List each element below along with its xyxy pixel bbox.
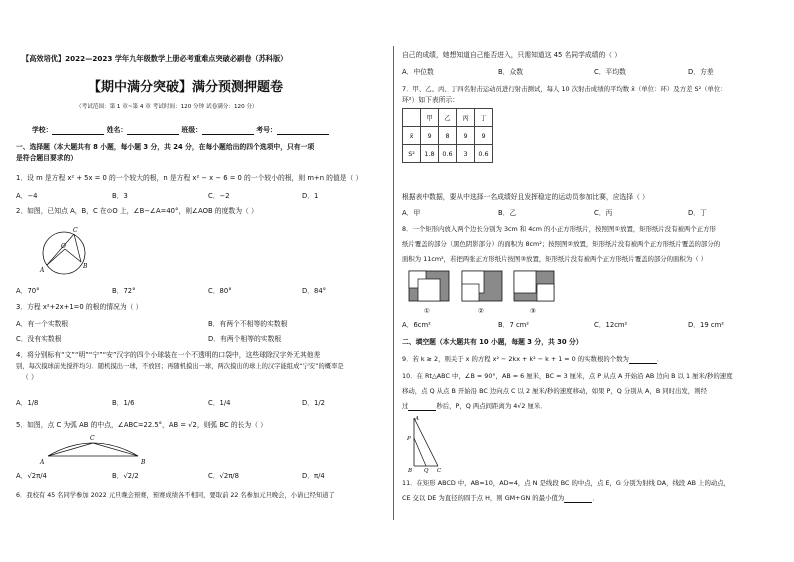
q6-stem-cont: 自己的成绩，她想知道自己能否进入，只需知道这 45 名同学成绩的（ ）	[402, 51, 622, 59]
q11-stem-line1: 11．在矩形 ABCD 中，AB=10，AD=4，点 N 是线段 BC 的中点，点 E，G 分别为射线 DA，线段 AB 上的动点，	[402, 479, 731, 487]
q10-label-c: C	[437, 468, 442, 474]
table-cell	[403, 109, 421, 127]
q2-stem: 2．如图，已知点 A，B，C 在⊙O 上，∠B−∠A=40°，则∠AOB 的度数为（ ）	[16, 207, 258, 215]
name-label: 姓名：	[106, 126, 128, 134]
q8-fig3-label: ③	[530, 307, 536, 315]
table-cell: 乙	[439, 109, 457, 127]
q3-option-d[interactable]: D．有两个相等的实数根	[208, 335, 282, 343]
q7-option-d[interactable]: D．丁	[688, 209, 707, 217]
q6-option-d[interactable]: D．方差	[688, 68, 714, 76]
q3-option-c[interactable]: C．没有实数根	[16, 335, 62, 343]
column-divider	[393, 46, 394, 520]
q10-stem-line3	[402, 402, 547, 411]
q1-option-b[interactable]: B．3	[112, 192, 128, 200]
q7-stem-line3: 根据表中数据，要从中选择一名成绩好且发挥稳定的运动员参加比赛，应选择（ ）	[402, 193, 649, 201]
exam-title: 【期中满分突破】满分预测押题卷	[88, 80, 284, 95]
q2-label-c: C	[73, 227, 78, 234]
q5-label-b: B	[141, 459, 146, 466]
q5-label-c: C	[90, 435, 95, 442]
q5-arc-figure	[38, 434, 148, 468]
q5-stem: 5．如图，点 C 为弧 AB 的中点，∠ABC=22.5°，AB = √2，则弧 BC 的长为（ ）	[16, 421, 267, 429]
section1-heading-2: 是符合题目要求的）	[16, 154, 78, 162]
q3-option-a[interactable]: A．有一个实数根	[16, 320, 69, 328]
q9-text: 9．若 k ≥ 2，则关于 x 的方程 x² − 2kx + k² − k + 1 = 0 的实数根的个数为	[402, 355, 629, 363]
school-blank[interactable]	[52, 127, 104, 135]
school-label: 学校：	[32, 126, 53, 134]
q8-fig2-label: ②	[478, 307, 484, 315]
table-cell: 0.6	[475, 145, 493, 163]
name-blank[interactable]	[127, 127, 179, 135]
q8-fig1-label: ①	[424, 307, 430, 315]
q2-circle-figure	[32, 225, 94, 281]
q1-option-a[interactable]: A．−4	[16, 192, 38, 200]
q6-stem: 6．我校有 45 名同学参加 2022 元旦晚会预赛，预赛成绩各不相同，要取前 22 名参加元旦晚会，小请已经知道了	[16, 492, 335, 499]
q7-option-a[interactable]: A．甲	[402, 209, 421, 217]
table-cell: 9	[421, 127, 439, 145]
q11-answer-blank[interactable]	[564, 495, 592, 503]
q4-option-c[interactable]: C．1/4	[208, 399, 231, 407]
exam-no-label: 考号：	[256, 126, 277, 134]
q7-score-table	[402, 108, 493, 163]
table-cell: S²	[403, 145, 421, 163]
q8-option-b[interactable]: B．7 cm²	[498, 321, 530, 329]
q11-text: CE 交以 DE 为直径的圆于点 H，则 GM+GN 的最小值为	[402, 494, 565, 502]
q2-option-c[interactable]: C．80°	[208, 287, 232, 295]
table-cell: 丁	[475, 109, 493, 127]
q8-option-a[interactable]: A．6cm²	[402, 321, 431, 329]
q5-label-a: A	[40, 459, 45, 466]
q9-answer-blank[interactable]	[629, 356, 657, 364]
q5-option-b[interactable]: B．√2/2	[112, 472, 139, 480]
q8-option-c[interactable]: C．12cm²	[594, 321, 628, 329]
right-column	[400, 0, 780, 562]
q2-option-d[interactable]: D．84°	[302, 287, 327, 295]
q7-stem-line2: 环²）如下表所示：	[402, 96, 460, 104]
q5-option-a[interactable]: A．√2π/4	[16, 472, 47, 480]
q5-option-c[interactable]: C．√2π/8	[208, 472, 239, 480]
exam-no-blank[interactable]	[277, 127, 329, 135]
q4-option-a[interactable]: A．1/8	[16, 399, 39, 407]
q6-option-b[interactable]: B．众数	[498, 68, 524, 76]
exam-info: （考试范围：第 1 章~第 4 章 考试时间：120 分钟 试卷满分：120 分）	[76, 104, 258, 110]
left-column	[14, 0, 386, 562]
table-row	[403, 109, 493, 127]
q8-stem-line1: 8．一个矩形内放入两个边长分别为 3cm 和 4cm 的小正方形纸片，按照图①放置，矩形纸片没有被两个正方形	[402, 225, 716, 233]
section1-heading: 一、选择题（本大题共有 8 小题，每小题 3 分，共 24 分，在每小题给出的四个选项中，只有一项	[16, 143, 315, 151]
q5-option-d[interactable]: D．π/4	[302, 472, 325, 480]
q10-stem-line2: 移动，点 Q 从点 B 开始沿 BC 边向点 C 以 2 厘米/秒的速度移动，如果 P，Q 分别从 A，B 同时出发，则经	[402, 387, 707, 395]
q10-label-q: Q	[424, 468, 429, 474]
q2-option-b[interactable]: B．72°	[112, 287, 136, 295]
q7-option-b[interactable]: B．乙	[498, 209, 517, 217]
q4-stem-line3: （ ）	[22, 373, 38, 381]
q8-rectangle-figures	[408, 270, 556, 318]
q4-stem-line1: 4．将分别标有“文”“明”“宁”“安”汉字的四个小球装在一个不透明的口袋中，这些球除汉字外无其他差	[16, 351, 321, 359]
q4-stem-line2: 别，每次摸球前先搅拌均匀．随机摸出一球，不放回；再随机摸出一球，两次摸出的球上的汉字能组成“宁安”的概率是	[16, 363, 344, 370]
table-cell: 1.8	[421, 145, 439, 163]
q2-label-o: O	[61, 243, 66, 250]
q6-option-c[interactable]: C．平均数	[594, 68, 626, 76]
table-cell: 9	[475, 127, 493, 145]
q10-label-a: A	[415, 416, 419, 422]
q11-stem-line2: CE 交以 DE 为直径的圆于点 H，则 GM+GN 的最小值为 ．	[402, 494, 599, 502]
table-row	[403, 145, 493, 163]
q10-text-b: 秒后，P，Q 两点间距离为 4√2 厘米．	[436, 402, 547, 410]
class-blank[interactable]	[202, 127, 254, 135]
table-cell: 甲	[421, 109, 439, 127]
table-cell: 8	[439, 127, 457, 145]
exam-header: 【高效培优】2022—2023 学年九年级数学上册必考重难点突破必刷卷（苏科版）	[22, 54, 288, 63]
class-label: 班级：	[181, 126, 202, 134]
section2-heading: 二、填空题（本大题共有 10 小题，每题 3 分，共 30 分）	[402, 338, 583, 346]
q2-option-a[interactable]: A．70°	[16, 287, 40, 295]
q4-option-d[interactable]: D．1/2	[302, 399, 325, 407]
q2-label-b: B	[83, 263, 88, 270]
q8-stem-line2: 纸片覆盖的部分（黑色阴影部分）的面积为 8cm²；按照图②放置，矩形纸片没有被两个正方形纸片覆盖的部分的	[402, 240, 721, 248]
q8-stem-line3: 面积为 11cm²，若把两张正方形纸片按图③放置，矩形纸片没有被两个正方形纸片覆盖的部分的面积为（ ）	[402, 255, 708, 263]
q10-text-a: 过	[402, 402, 409, 410]
q10-stem-line1: 10．在 Rt△ABC 中，∠B = 90°，AB = 6 厘米，BC = 3 厘米，点 P 从点 A 开始沿 AB 边向 B 以 1 厘米/秒的速度	[402, 372, 733, 380]
table-cell: 丙	[457, 109, 475, 127]
q1-stem: 1．设 m 是方程 x² + 5x = 0 的一个较大的根，n 是方程 x² − x − 6 = 0 的一个较小的根，则 m+n 的值是（ ）	[16, 174, 363, 182]
q3-option-b[interactable]: B．有两个不相等的实数根	[208, 320, 288, 328]
q10-triangle-figure	[406, 414, 446, 474]
table-cell: 0.6	[439, 145, 457, 163]
student-info-row	[32, 126, 329, 135]
q10-label-p: P	[407, 436, 411, 442]
q8-option-d[interactable]: D．19 cm²	[688, 321, 724, 329]
q6-option-a[interactable]: A．中位数	[402, 68, 434, 76]
q7-option-c[interactable]: C．丙	[594, 209, 613, 217]
table-row	[403, 127, 493, 145]
table-cell: 9	[457, 127, 475, 145]
table-cell: x̄	[403, 127, 421, 145]
table-cell: 3	[457, 145, 475, 163]
q1-option-d[interactable]: D．1	[302, 192, 319, 200]
q7-stem-line1: 7．甲、乙、丙、丁四名射击运动员进行射击测试，每人 10 次射击成绩的平均数 x̄（单位：环）及方差 S²（单位：	[402, 85, 727, 93]
q10-label-b: B	[408, 468, 413, 474]
q9-stem: 9．若 k ≥ 2，则关于 x 的方程 x² − 2kx + k² − k + 1 = 0 的实数根的个数为 ．	[402, 355, 664, 363]
q3-stem: 3．方程 x²+2x+1=0 的根的情况为（ ）	[16, 303, 143, 311]
q10-answer-blank[interactable]	[408, 403, 436, 411]
q4-option-b[interactable]: B．1/6	[112, 399, 135, 407]
q2-label-a: A	[40, 267, 45, 274]
q1-option-c[interactable]: C．−2	[208, 192, 230, 200]
